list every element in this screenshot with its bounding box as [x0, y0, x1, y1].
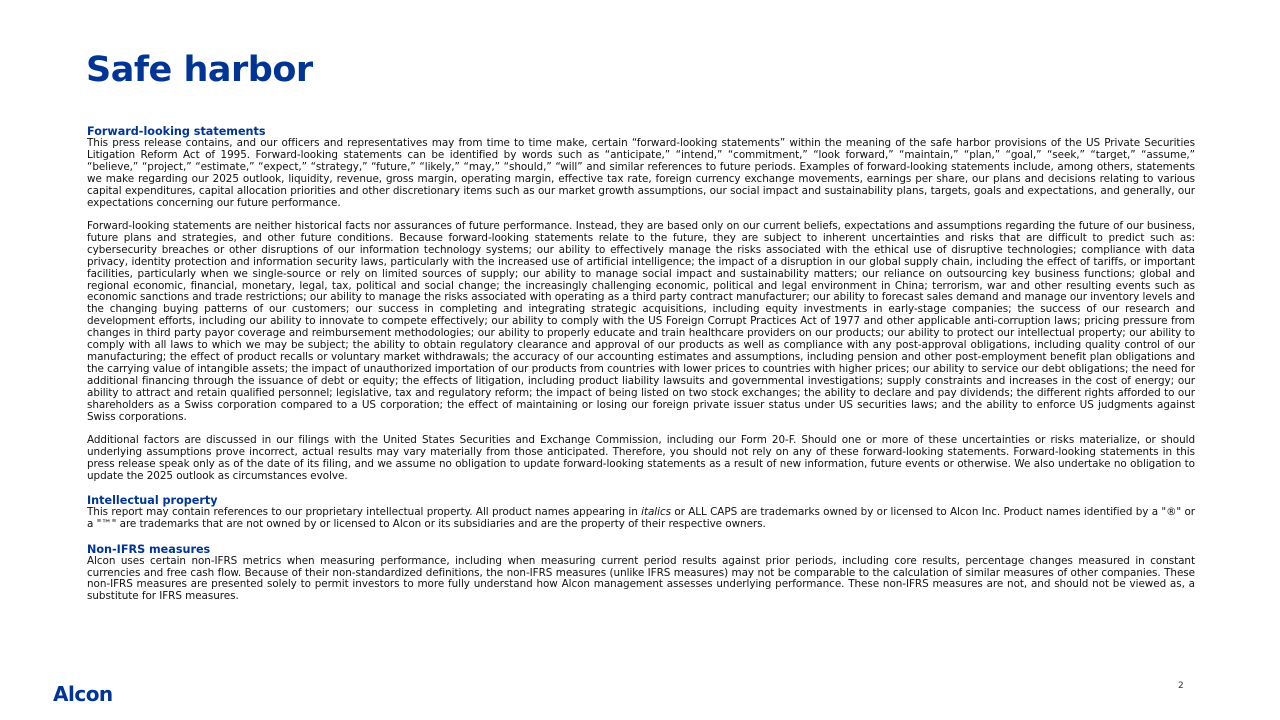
page-number: 2 [1178, 681, 1184, 691]
section-paragraph: This press release contains, and our officers and representatives may from time to time make, certain “forward-looking statements” within the meaning of the safe harbor provisions of the US Private Securities Litigation Reform Act of 1995. Forward-looking statements can be identified by words such as “anticipate,” “intend,” “commitment,” “look forward,” “maintain,” “plan,” “goal,” “seek,” “target,” “assume,” “believe,” “project,” “estimate,” “expect,” “strategy,” “future,” “likely,” “may,” “should,” “will” and similar references to future periods. Examples of forward-looking statements include, among others, statements we make regarding our 2025 outlook, liquidity, revenue, gross margin, operating margin, effective tax rate, foreign currency exchange movements, earnings per share, our plans and decisions relating to various capital expenditures, capital allocation priorities and other discretionary items such as our market growth assumptions, our social impact and sustainability plans, targets, goals and expectations, and generally, our expectations concerning our future performance. [87, 137, 1195, 209]
section-paragraph: Forward-looking statements are neither historical facts nor assurances of future performance. Instead, they are based only on our current beliefs, expectations and assumptions regarding the future of our business, future plans and strategies, and other future conditions. Because forward-looking statements relate to the future, they are subject to inherent uncertainties and risks that are difficult to predict such as: cybersecurity breaches or other disruptions of our information technology systems; our ability to effectively manage the risks associated with the ethical use of disruptive technologies; compliance with data privacy, identity protection and information security laws, particularly with the increased use of artificial intelligence; the impact of a disruption in our global supply chain, including the effect of tariffs, or important facilities, particularly when we single-source or rely on limited sources of supply; our ability to manage social impact and sustainability matters; our reliance on outsourcing key business functions; global and regional economic, financial, monetary, legal, tax, political and social change; the increasingly challenging economic, political and legal environment in China; terrorism, war and other resulting events such as economic sanctions and trade restrictions; our ability to manage the risks associated with operating as a third party contract manufacturer; our ability to forecast sales demand and manage our inventory levels and the changing buying patterns of our customers; our success in completing and integrating strategic acquisitions, including equity investments in early-stage companies; the success of our research and development efforts, including our ability to innovate to compete effectively; our ability to comply with the US Foreign Corrupt Practices Act of 1977 and other applicable anti-corruption laws; pricing pressure from changes in third party payor coverage and reimbursement methodologies; our ability to properly educate and train healthcare providers on our products; our ability to protect our intellectual property; our ability to comply with all laws to which we may be subject; the ability to obtain regulatory clearance and approval of our products as well as compliance with any post-approval obligations, including quality control of our manufacturing; the effect of product recalls or voluntary market withdrawals; the accuracy of our accounting estimates and assumptions, including pension and other post-employment benefit plan obligations and the carrying value of intangible assets; the impact of unauthorized importation of our products from countries with lower prices to countries with higher prices; our ability to service our debt obligations; the need for additional financing through the issuance of debt or equity; the effects of litigation, including product liability lawsuits and governmental investigations; supply constraints and increases in the cost of energy; our ability to attract and retain qualified personnel; legislative, tax and regulatory reform; the impact of being listed on two stock exchanges; the ability to declare and pay dividends; the different rights afforded to our shareholders as a Swiss corporation compared to a US corporation; the effect of maintaining or losing our foreign private issuer status under US securities laws; and the ability to enforce US judgments against Swiss corporations. [87, 220, 1195, 423]
page-title: Safe harbor [86, 50, 313, 90]
intellectual-property-section [87, 494, 1195, 531]
section-heading: Intellectual property [87, 494, 218, 508]
legal-content [87, 125, 1195, 603]
italic-text-run: italics [641, 506, 672, 519]
section-heading: Forward-looking statements [87, 125, 266, 138]
section-paragraph: Additional factors are discussed in our filings with the United States Securities and Exchange Commission, including our Form 20-F. Should one or more of these uncertainties or risks materialize, or should underlying assumptions prove incorrect, actual results may vary materially from those anticipated. Therefore, you should not rely on any of these forward-looking statements. Forward-looking statements in this press release speak only as of the date of its filing, and we assume no obligation to update forward-looking statements as a result of new information, future events or otherwise. We also undertake no obligation to update the 2025 outlook as circumstances evolve. [87, 434, 1195, 482]
non-ifrs-section [87, 543, 1195, 604]
section-paragraph: Alcon uses certain non-IFRS metrics when measuring performance, including when measuring current period results against prior periods, including core results, percentage changes measured in constant currencies and free cash flow. Because of their non-standardized definitions, the non-IFRS measures (unlike IFRS measures) may not be comparable to the calculation of similar measures of other companies. These non-IFRS measures are presented solely to permit investors to more fully understand how Alcon management assesses underlying performance. These non-IFRS measures are not, and should not be viewed as, a substitute for IFRS measures. [87, 554, 1195, 603]
section-paragraph [87, 507, 1195, 531]
text-run: or ALL CAPS are trademarks owned by or licensed to Alcon Inc. Product names identified by a "®" or a "™" are trademarks that are not owned by or licensed to Alcon or its subsidiaries and are the property of their respective owners. [87, 506, 1196, 531]
text-run: This report may contain references to our proprietary intellectual property. All product names appearing in [87, 506, 642, 519]
section-heading: Non-IFRS measures [87, 542, 211, 556]
alcon-logo: Alcon [53, 682, 113, 706]
forward-looking-section [87, 125, 1195, 483]
